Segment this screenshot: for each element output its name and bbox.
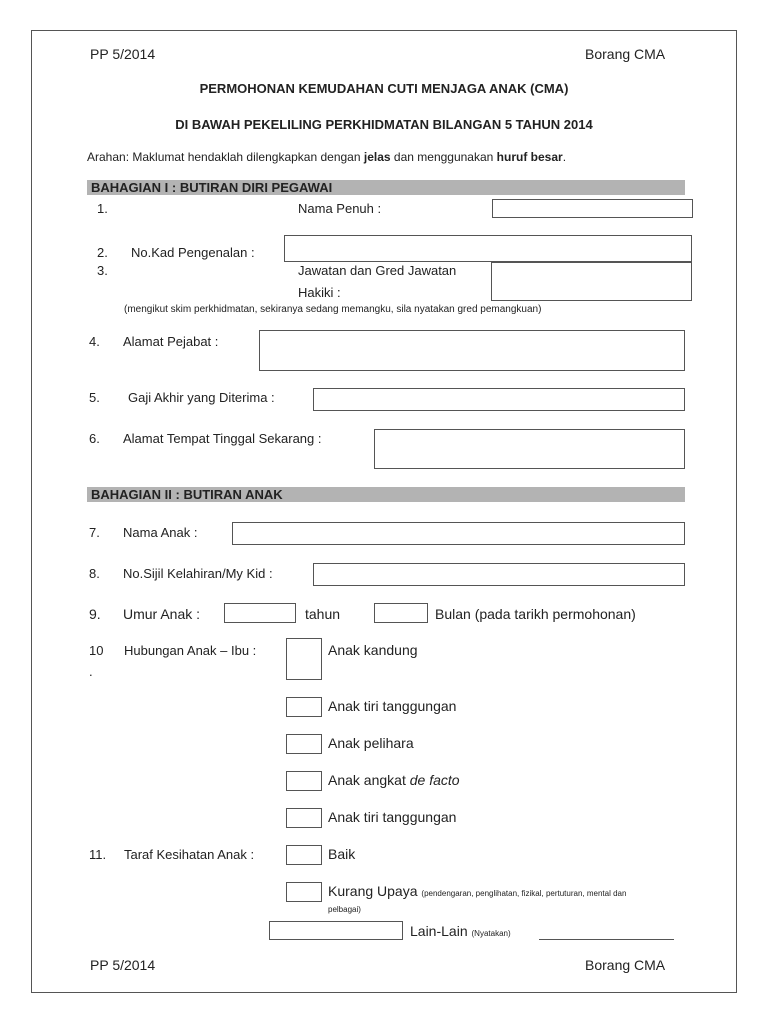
kurang-upaya-note: pelbagai) xyxy=(328,905,361,914)
form-title: PERMOHONAN KEMUDAHAN CUTI MENJAGA ANAK (CMA) xyxy=(199,81,569,96)
option-anak-pelihara: Anak pelihara xyxy=(328,735,414,751)
item-number: 7. xyxy=(89,525,100,540)
header-ref: PP 5/2014 xyxy=(90,46,156,62)
item-number: 9. xyxy=(89,606,101,622)
option-anak-angkat: Anak angkat de facto xyxy=(328,772,460,788)
section-2-header: BAHAGIAN II : BUTIRAN ANAK xyxy=(87,487,685,502)
home-address-field[interactable] xyxy=(374,429,685,469)
checkbox-anak-tiri-2[interactable] xyxy=(286,808,322,828)
home-address-label: Alamat Tempat Tinggal Sekarang : xyxy=(123,431,322,446)
position-label-2: Hakiki : xyxy=(298,285,341,300)
age-months-field[interactable] xyxy=(374,603,428,623)
ic-number-label: No.Kad Pengenalan : xyxy=(131,245,255,260)
salary-label: Gaji Akhir yang Diterima : xyxy=(128,390,275,405)
option-anak-kandung: Anak kandung xyxy=(328,642,418,658)
relationship-label: Hubungan Anak – Ibu : xyxy=(124,643,257,658)
item-number: 6. xyxy=(89,431,100,446)
item-number-dot: . xyxy=(89,664,93,679)
item-number: 2. xyxy=(97,245,108,260)
item-number: 10 xyxy=(89,643,104,658)
ic-number-field[interactable] xyxy=(284,235,692,262)
section-1-header: BAHAGIAN I : BUTIRAN DIRI PEGAWAI xyxy=(87,180,685,195)
birth-cert-label: No.Sijil Kelahiran/My Kid : xyxy=(123,566,273,581)
item-number: 3. xyxy=(97,263,108,278)
full-name-field[interactable] xyxy=(492,199,693,218)
option-lain-lain: Lain-Lain (Nyatakan) xyxy=(410,923,511,939)
form-subtitle: DI BAWAH PEKELILING PERKHIDMATAN BILANGAN 5 TAHUN 2014 xyxy=(175,117,593,132)
option-anak-tiri-1: Anak tiri tanggungan xyxy=(328,698,457,714)
full-name-label: Nama Penuh : xyxy=(298,201,382,216)
item-number: 5. xyxy=(89,390,100,405)
age-years-field[interactable] xyxy=(224,603,296,623)
item-number: 1. xyxy=(97,201,108,216)
position-note: (mengikut skim perkhidmatan, sekiranya sedang memangku, sila nyatakan gred pemangkuan) xyxy=(124,304,542,315)
option-kurang-upaya: Kurang Upaya (pendengaran, penglihatan, fizikal, pertuturan, mental dan xyxy=(328,883,627,899)
checkbox-anak-tiri-1[interactable] xyxy=(286,697,322,717)
months-unit-label: Bulan (pada tarikh permohonan) xyxy=(435,606,636,622)
checkbox-anak-kandung[interactable] xyxy=(286,638,322,680)
child-name-field[interactable] xyxy=(232,522,685,545)
checkbox-baik[interactable] xyxy=(286,845,322,865)
checkbox-anak-angkat[interactable] xyxy=(286,771,322,791)
instruction-text: Arahan: Maklumat hendaklah dilengkapkan dengan jelas dan menggunakan huruf besar. xyxy=(87,150,567,164)
checkbox-kurang-upaya[interactable] xyxy=(286,882,322,902)
office-address-label: Alamat Pejabat : xyxy=(123,334,219,349)
child-name-label: Nama Anak : xyxy=(123,525,198,540)
footer-ref: PP 5/2014 xyxy=(90,957,156,973)
salary-field[interactable] xyxy=(313,388,685,411)
item-number: 11. xyxy=(89,847,107,862)
option-baik: Baik xyxy=(328,846,356,862)
option-anak-tiri-2: Anak tiri tanggungan xyxy=(328,809,457,825)
lain-lain-field[interactable] xyxy=(269,921,403,940)
checkbox-anak-pelihara[interactable] xyxy=(286,734,322,754)
position-label: Jawatan dan Gred Jawatan xyxy=(298,263,457,278)
nyatakan-line[interactable] xyxy=(539,939,674,940)
header-form-name: Borang CMA xyxy=(585,46,666,62)
health-status-label: Taraf Kesihatan Anak : xyxy=(124,847,255,862)
child-age-label: Umur Anak : xyxy=(123,606,201,622)
footer-form-name: Borang CMA xyxy=(585,957,666,973)
item-number: 8. xyxy=(89,566,100,581)
years-unit-label: tahun xyxy=(305,606,341,622)
item-number: 4. xyxy=(89,334,100,349)
position-field[interactable] xyxy=(491,262,692,301)
office-address-field[interactable] xyxy=(259,330,685,371)
birth-cert-field[interactable] xyxy=(313,563,685,586)
